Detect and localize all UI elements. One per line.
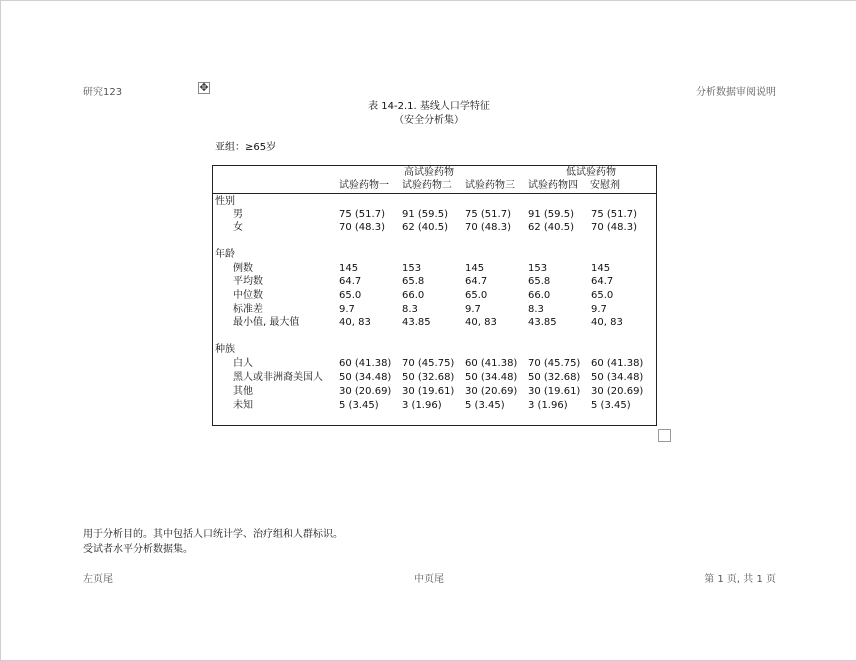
table-cell: 75 (51.7) <box>339 209 385 220</box>
table-cell: 65.0 <box>339 290 362 301</box>
table-cell: 65.8 <box>528 276 551 287</box>
table-cell: 66.0 <box>528 290 551 301</box>
table-cell: 70 (48.3) <box>465 222 511 233</box>
footnote: 受试者水平分析数据集。 <box>83 544 193 555</box>
table-cell: 50 (34.48) <box>465 372 518 383</box>
table-cell: 65.0 <box>465 290 488 301</box>
row-label: 标准差 <box>233 304 263 315</box>
section-title: 性别 <box>215 196 235 207</box>
table-cell: 153 <box>402 263 422 274</box>
table-cell: 43.85 <box>402 317 431 328</box>
table-cell: 91 (59.5) <box>528 209 574 220</box>
table-cell: 30 (20.69) <box>465 386 518 397</box>
table-cell: 30 (20.69) <box>591 386 644 397</box>
table-cell: 145 <box>339 263 359 274</box>
row-label: 未知 <box>233 400 253 411</box>
header-right: 分析数据审阅说明 <box>696 87 776 98</box>
column-header: 试验药物一 <box>339 180 389 191</box>
table-cell: 30 (19.61) <box>402 386 455 397</box>
footer-left: 左页尾 <box>83 574 113 585</box>
header-left: 研究123 <box>83 87 123 98</box>
table-subtitle: （安全分析集） <box>394 115 464 126</box>
table-resize-handle[interactable] <box>658 429 671 442</box>
table-cell: 3 (1.96) <box>528 400 568 411</box>
table-cell: 145 <box>465 263 485 274</box>
section-title: 年龄 <box>215 249 235 260</box>
table-cell: 64.7 <box>465 276 488 287</box>
table-cell: 40, 83 <box>339 317 371 328</box>
footnote: 用于分析目的。其中包括人口统计学、治疗组和人群标识。 <box>83 529 343 540</box>
header-rule <box>213 193 656 194</box>
table-cell: 40, 83 <box>465 317 497 328</box>
table-cell: 70 (48.3) <box>591 222 637 233</box>
table-cell: 75 (51.7) <box>591 209 637 220</box>
row-label: 白人 <box>233 358 253 369</box>
table-cell: 75 (51.7) <box>465 209 511 220</box>
table-cell: 5 (3.45) <box>339 400 379 411</box>
table-cell: 153 <box>528 263 548 274</box>
table-cell: 40, 83 <box>591 317 623 328</box>
table-cell: 50 (32.68) <box>528 372 581 383</box>
group-header-high: 高试验药物 <box>404 167 454 178</box>
column-header: 试验药物四 <box>528 180 578 191</box>
table-cell: 50 (34.48) <box>339 372 392 383</box>
row-label: 最小值, 最大值 <box>233 317 300 328</box>
table-cell: 70 (45.75) <box>402 358 455 369</box>
column-header: 试验药物三 <box>465 180 515 191</box>
table-cell: 43.85 <box>528 317 557 328</box>
table-title: 表 14-2.1. 基线人口学特征 <box>368 101 490 112</box>
row-label: 黑人或非洲裔美国人 <box>233 372 323 383</box>
table-cell: 62 (40.5) <box>528 222 574 233</box>
table-cell: 66.0 <box>402 290 425 301</box>
table-cell: 70 (48.3) <box>339 222 385 233</box>
footer-right: 第 1 页, 共 1 页 <box>704 574 776 585</box>
row-label: 平均数 <box>233 276 263 287</box>
table-cell: 5 (3.45) <box>465 400 505 411</box>
table-cell: 9.7 <box>591 304 607 315</box>
table-cell: 50 (32.68) <box>402 372 455 383</box>
table-move-handle-icon[interactable]: ✥ <box>199 81 209 94</box>
table-cell: 64.7 <box>591 276 614 287</box>
column-header: 安慰剂 <box>590 180 620 191</box>
table-cell: 8.3 <box>402 304 418 315</box>
table-cell: 65.0 <box>591 290 614 301</box>
table-cell: 8.3 <box>528 304 544 315</box>
table-cell: 145 <box>591 263 611 274</box>
table-cell: 60 (41.38) <box>591 358 644 369</box>
table-cell: 9.7 <box>465 304 481 315</box>
subgroup-label: 亚组：≥65岁 <box>215 142 277 153</box>
table-cell: 30 (19.61) <box>528 386 581 397</box>
table-cell: 65.8 <box>402 276 425 287</box>
table-cell: 62 (40.5) <box>402 222 448 233</box>
row-label: 男 <box>233 209 243 220</box>
table-cell: 9.7 <box>339 304 355 315</box>
table-cell: 91 (59.5) <box>402 209 448 220</box>
table-cell: 5 (3.45) <box>591 400 631 411</box>
section-title: 种族 <box>215 344 235 355</box>
group-header-low: 低试验药物 <box>566 167 616 178</box>
table-cell: 64.7 <box>339 276 362 287</box>
row-label: 女 <box>233 222 243 233</box>
row-label: 其他 <box>233 386 253 397</box>
demographics-table <box>212 165 657 426</box>
table-cell: 70 (45.75) <box>528 358 581 369</box>
table-cell: 50 (34.48) <box>591 372 644 383</box>
row-label: 中位数 <box>233 290 263 301</box>
row-label: 例数 <box>233 263 253 274</box>
column-header: 试验药物二 <box>402 180 452 191</box>
table-cell: 30 (20.69) <box>339 386 392 397</box>
table-cell: 60 (41.38) <box>339 358 392 369</box>
footer-center: 中页尾 <box>414 574 444 585</box>
table-cell: 3 (1.96) <box>402 400 442 411</box>
table-cell: 60 (41.38) <box>465 358 518 369</box>
